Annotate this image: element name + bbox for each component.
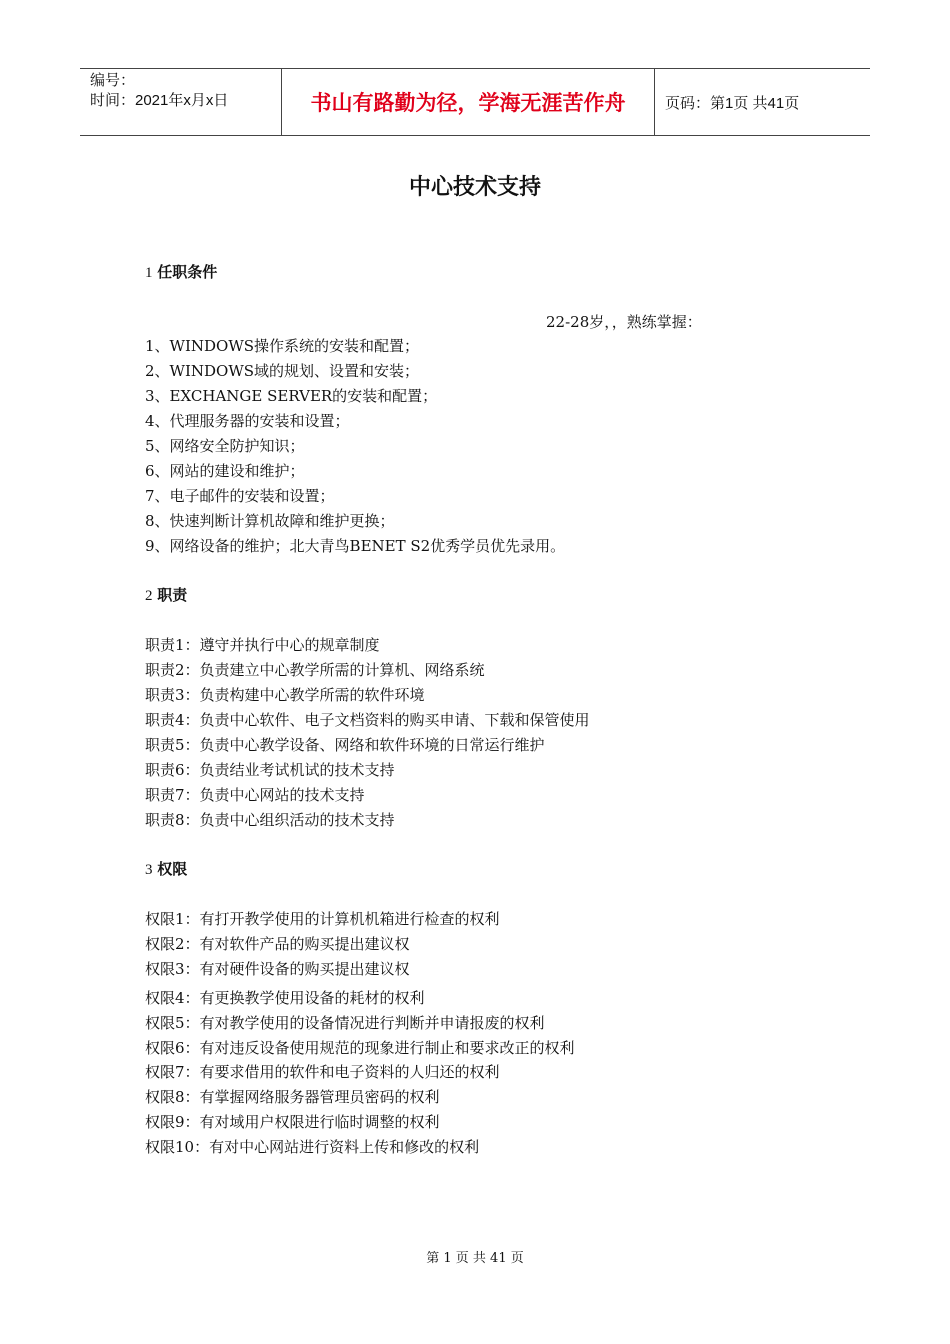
header-page-info: 页码：第1页 共41页 [665,94,800,112]
list-item: 权限7：有要求借用的软件和电子资料的人归还的权利 [145,1063,500,1081]
section-title: 权限 [157,860,188,878]
list-item: 职责3：负责构建中心教学所需的软件环境 [145,686,425,704]
list-item: 权限10：有对中心网站进行资料上传和修改的权利 [145,1138,480,1156]
section-heading-duties [145,584,187,605]
document-header [80,68,870,136]
age-requirement: 22-28岁，，熟练掌握： [546,313,702,331]
page-footer: 第 1 页 共 41 页 [426,1251,524,1266]
section-number: 3 [145,862,153,878]
section-heading-authority [145,858,187,879]
list-item: 8、快速判断计算机故障和维护更换； [145,512,395,530]
list-item: 权限5：有对教学使用的设备情况进行判断并申请报废的权利 [145,1014,545,1032]
list-item: 2、WINDOWS域的规划、设置和安装； [145,362,420,380]
list-item: 职责6：负责结业考试机试的技术支持 [145,761,395,779]
list-item: 权限2：有对软件产品的购买提出建议权 [145,935,410,953]
page-title: 中心技术支持 [408,175,541,200]
list-item: 权限8：有掌握网络服务器管理员密码的权利 [145,1088,440,1106]
header-meta [80,69,282,135]
list-item: 6、网站的建设和维护； [145,462,305,480]
list-item: 职责1：遵守并执行中心的规章制度 [145,636,380,654]
list-item: 权限1：有打开教学使用的计算机机箱进行检查的权利 [145,910,500,928]
section-title: 任职条件 [157,263,218,281]
list-item: 3、EXCHANGE SERVER的安装和配置； [145,387,438,405]
list-item: 职责7：负责中心网站的技术支持 [145,786,365,804]
date-label: 时间：2021年x月x日 [90,92,229,109]
header-motto: 书山有路勤为径，学海无涯苦作舟 [282,69,655,135]
list-item: 5、网络安全防护知识； [145,437,305,455]
list-item: 职责5：负责中心教学设备、网络和软件环境的日常运行维护 [145,736,545,754]
list-item: 权限6：有对违反设备使用规范的现象进行制止和要求改正的权利 [145,1039,575,1057]
section-title: 职责 [157,586,188,604]
list-item: 7、电子邮件的安装和设置； [145,487,335,505]
list-item: 权限9：有对域用户权限进行临时调整的权利 [145,1113,440,1131]
number-label: 编号： [90,72,136,89]
list-item: 1、WINDOWS操作系统的安装和配置； [145,337,420,355]
list-item: 9、网络设备的维护；北大青鸟BENET S2优秀学员优先录用。 [145,537,566,555]
list-item: 权限4：有更换教学使用设备的耗材的权利 [145,989,425,1007]
list-item: 权限3：有对硬件设备的购买提出建议权 [145,960,410,978]
list-item: 职责8：负责中心组织活动的技术支持 [145,811,395,829]
section-heading-qualifications [145,261,217,282]
section-number: 2 [145,588,153,604]
list-item: 4、代理服务器的安装和设置； [145,412,350,430]
list-item: 职责2：负责建立中心教学所需的计算机、网络系统 [145,661,485,679]
section-number: 1 [145,265,153,281]
list-item: 职责4：负责中心软件、电子文档资料的购买申请、下载和保管使用 [145,711,590,729]
